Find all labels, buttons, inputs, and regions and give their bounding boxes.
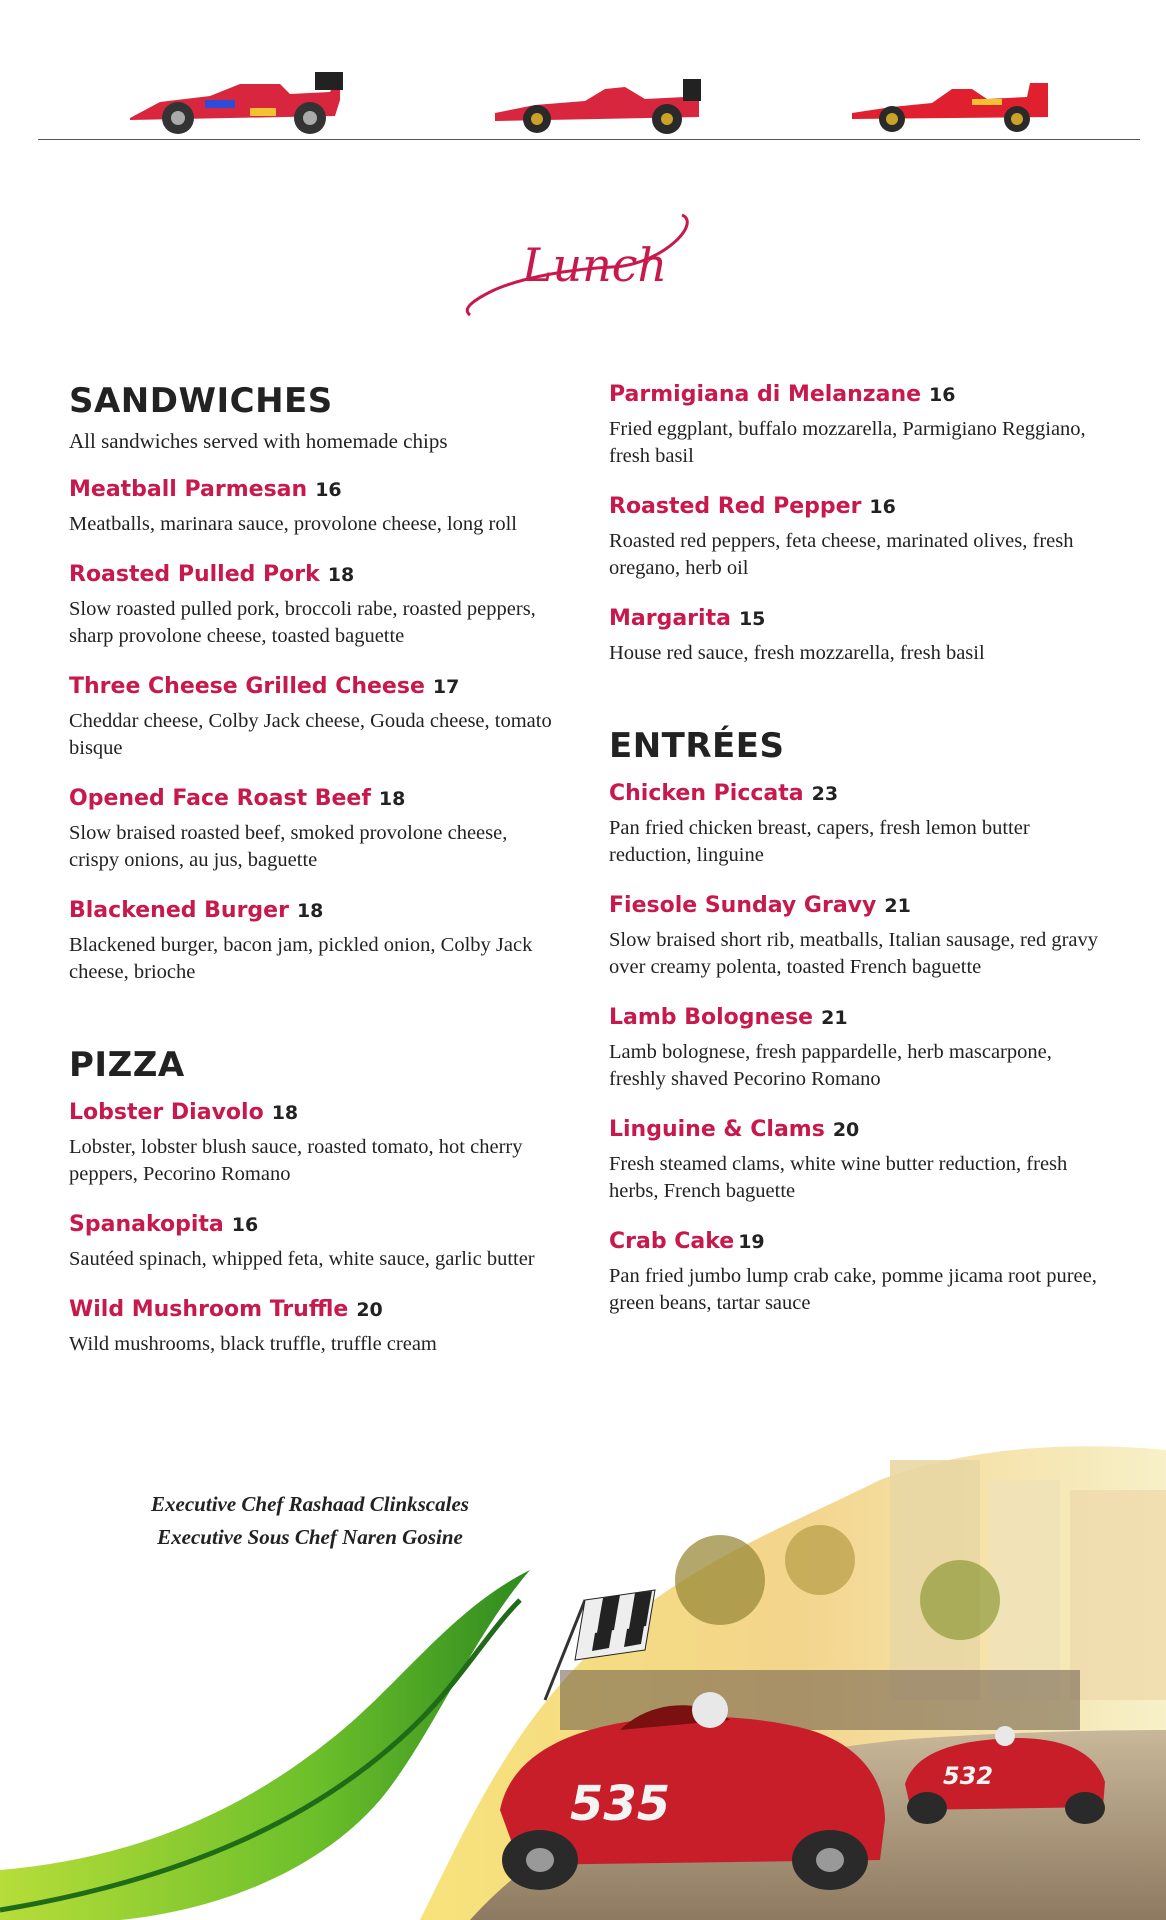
item-name: Spanakopita xyxy=(69,1212,224,1237)
item-name: Crab Cake xyxy=(609,1229,735,1254)
item-name: Meatball Parmesan xyxy=(69,477,308,502)
item-price: 15 xyxy=(738,608,766,630)
menu-item xyxy=(69,560,559,650)
item-description: Blackened burger, bacon jam, pickled onion, Colby Jack cheese, brioche xyxy=(69,934,533,983)
car-number: 535 xyxy=(570,1776,671,1832)
executive-chef: Executive Chef Rashaad Clinkscales xyxy=(151,1492,469,1516)
item-price: 17 xyxy=(432,676,460,698)
menu-item xyxy=(69,1098,559,1188)
item-description: House red sauce, fresh mozzarella, fresh basil xyxy=(609,642,985,664)
header-divider xyxy=(38,139,1140,140)
item-price: 23 xyxy=(811,783,839,805)
section-title-pizza: PIZZA xyxy=(69,1045,185,1085)
item-price: 19 xyxy=(738,1231,765,1253)
menu-item xyxy=(609,1227,1109,1317)
item-description: Lobster, lobster blush sauce, roasted tomato, hot cherry peppers, Pecorino Romano xyxy=(69,1136,523,1185)
race-car-1996-icon xyxy=(852,83,1048,132)
item-name: Three Cheese Grilled Cheese xyxy=(69,674,425,699)
item-name: Margarita xyxy=(609,606,731,631)
menu-item xyxy=(69,475,559,538)
section-title-sandwiches: SANDWICHES xyxy=(69,381,333,421)
race-car-1990-icon xyxy=(495,79,701,134)
item-description: Sautéed spinach, whipped feta, white sauce, garlic butter xyxy=(69,1248,535,1270)
item-name: Lamb Bolognese xyxy=(609,1005,814,1030)
item-description: Slow braised short rib, meatballs, Italian sausage, red gravy over creamy polenta, toasted French baguette xyxy=(609,929,1099,978)
item-price: 18 xyxy=(296,900,324,922)
item-name: Chicken Piccata xyxy=(609,781,804,806)
item-name: Roasted Red Pepper xyxy=(609,494,862,519)
item-description: Lamb bolognese, fresh pappardelle, herb mascarpone, freshly shaved Pecorino Romano xyxy=(609,1041,1052,1090)
menu-item xyxy=(69,784,559,874)
menu-item xyxy=(609,380,1109,470)
menu-item xyxy=(69,896,559,986)
item-price: 21 xyxy=(821,1007,848,1029)
item-name: Opened Face Roast Beef xyxy=(69,786,371,811)
menu-item xyxy=(69,672,559,762)
chef-credits xyxy=(110,1488,510,1554)
item-name: Linguine & Clams xyxy=(609,1117,825,1142)
item-price: 21 xyxy=(884,895,911,917)
item-price: 20 xyxy=(356,1299,383,1321)
item-description: Pan fried chicken breast, capers, fresh lemon butter reduction, linguine xyxy=(609,817,1030,866)
item-name: Wild Mushroom Truffle xyxy=(69,1297,349,1322)
item-description: Slow roasted pulled pork, broccoli rabe, roasted peppers, sharp provolone cheese, toasted baguette xyxy=(69,598,536,647)
item-description: Cheddar cheese, Colby Jack cheese, Gouda cheese, tomato bisque xyxy=(69,710,552,759)
menu-title-text: Lunch xyxy=(522,238,668,292)
item-description: Fresh steamed clams, white wine butter reduction, fresh herbs, French baguette xyxy=(609,1153,1068,1202)
section-note-sandwiches: All sandwiches served with homemade chips xyxy=(69,429,448,453)
item-price: 18 xyxy=(271,1102,299,1124)
executive-sous-chef: Executive Sous Chef Naren Gosine xyxy=(157,1525,463,1549)
item-description: Pan fried jumbo lump crab cake, pomme jicama root puree, green beans, tartar sauce xyxy=(609,1265,1097,1314)
menu-item xyxy=(609,891,1109,981)
left-column xyxy=(69,380,559,1380)
item-price: 18 xyxy=(378,788,406,810)
item-price: 16 xyxy=(315,479,342,501)
item-description: Slow braised roasted beef, smoked provolone cheese, crispy onions, au jus, baguette xyxy=(69,822,508,871)
right-column xyxy=(609,380,1109,1339)
car-number: 532 xyxy=(943,1762,994,1790)
item-name: Lobster Diavolo xyxy=(69,1100,264,1125)
item-price: 16 xyxy=(869,496,896,518)
menu-item xyxy=(609,1003,1109,1093)
menu-item xyxy=(609,1115,1109,1205)
menu-item xyxy=(69,1210,559,1273)
section-title-entrees: ENTRÉES xyxy=(609,726,785,766)
item-name: Fiesole Sunday Gravy xyxy=(609,893,877,918)
item-description: Fried eggplant, buffalo mozzarella, Parmigiano Reggiano, fresh basil xyxy=(609,418,1086,467)
item-name: Parmigiana di Melanzane xyxy=(609,382,922,407)
item-description: Meatballs, marinara sauce, provolone cheese, long roll xyxy=(69,513,517,535)
item-price: 16 xyxy=(929,384,956,406)
race-car-1984-icon xyxy=(130,72,343,134)
top-car-illustrations xyxy=(0,55,1166,135)
menu-title xyxy=(462,205,702,325)
item-description: Roasted red peppers, feta cheese, marinated olives, fresh oregano, herb oil xyxy=(609,530,1074,579)
item-price: 18 xyxy=(327,564,355,586)
menu-item xyxy=(69,1295,559,1358)
item-price: 16 xyxy=(231,1214,259,1236)
item-description: Wild mushrooms, black truffle, truffle cream xyxy=(69,1333,437,1355)
item-name: Blackened Burger xyxy=(69,898,289,923)
menu-item xyxy=(609,779,1109,869)
item-price: 20 xyxy=(832,1119,860,1141)
menu-item xyxy=(609,492,1109,582)
item-name: Roasted Pulled Pork xyxy=(69,562,320,587)
menu-item xyxy=(609,604,1109,667)
